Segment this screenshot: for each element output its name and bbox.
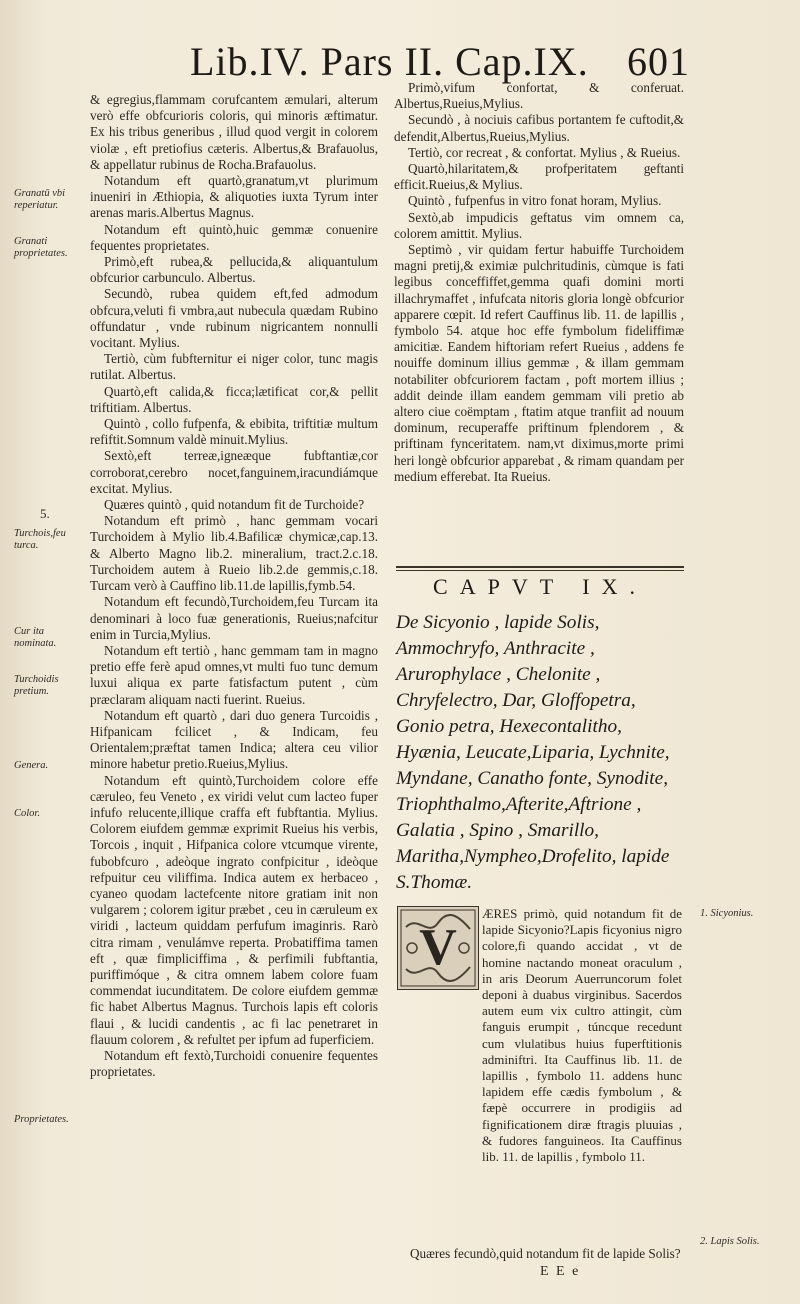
margin-note: Genera. (14, 760, 49, 771)
margin-note: Proprietates. (14, 1114, 69, 1125)
paragraph: & egregius,flammam corufcantem æmulari, alterum verò effe obfcurioris coloris, qui minoris æftimatur. Ex his tribus generibus , illud quod vergit in colorem violæ , eft pretiofius cæteris. Albertus,& Brafauolus, & appellatur rubinus de Rocha.Brafauolus. (90, 92, 378, 172)
paragraph: Sextò,ab impudicis geftatus vim omnem ca, colorem amittit. Mylius. (394, 209, 684, 241)
paragraph: Primò,vifum confortat, & conferuat. Albertus,Rueius,Mylius. (394, 80, 684, 112)
paragraph: Quintò , collo fufpenfa, & ebibita, triftitiæ multum refiftit.Somnum valdè minuit.Mylius. (90, 416, 378, 448)
margin-note: Color. (14, 808, 40, 819)
margin-note: Granatū vbi reperiatur. (14, 188, 66, 211)
paragraph: Quæres quintò , quid notandum fit de Turchoide? (104, 497, 365, 513)
paragraph: Notandum eft tertiò , hanc gemmam tam in magno pretio effe ferè apud omnes,vt multi fuo tunc demum luxui aliqua ex parte fatisfactum putent , cùm præclaram aliquam nacti fuerint. Rueius. (90, 642, 378, 707)
paragraph: Tertiò, cùm fubfternitur ei niger color, tunc magis rutilat. Albertus. (90, 351, 378, 383)
paragraph: Notandum eft quartò,granatum,vt plurimum inueniri in Æthiopia, & aliquoties iuxta Tyrum inter arenas maris.Albertus Magnus. (90, 173, 378, 221)
paragraph: Quæres fecundò,quid notandum fit de lapide Solis? (410, 1246, 681, 1261)
paragraph: ÆRES primò, quid notandum fit de lapide Sicyonio?Lapis ficyonius nigro colore,fi quando accidat , vt de homine nactando moneat oraculum , in aris Deorum Auerruncorum folet deponi à duabus virginibus. Sacerdos autem eum vix cultro attingit, cùm fanguis erumpit , túncque recedunt cum vlulatibus huius fuperftitionis adminiftri. Ita Cauffinus lib. 11. de lapillis , fymbolo 11. addens hunc lapidem effe cædis fymbolum , & fæpè occurrere in prodigiis ad fignificationem diræ ftragis pluuias , & fudores fanguineos. Ita Cauffinus lib. 11. de lapillis , fymbolo 11. (482, 906, 682, 1165)
chapter-rule-thin (396, 570, 684, 571)
running-head: Lib.IV. Pars II. Cap.IX. (190, 39, 589, 84)
margin-note: 2. Lapis Solis. (700, 1236, 760, 1247)
chapter-heading: CAPVT IX. (433, 574, 647, 599)
margin-note: Turchoidis pretium. (14, 674, 59, 697)
paragraph: Quintò , fufpenfus in vitro fonat horam, Mylius. (408, 193, 662, 209)
paragraph: Sextò,eft terreæ,igneæque fubftantiæ,cor corroborat,cerebro nocet,fanguinem,iracundiámque excitat. Mylius. (90, 448, 378, 496)
text-beside-cap (482, 906, 682, 1165)
paragraph: Quartò,hilaritatem,& profperitatem geftanti efficit.Rueius,& Mylius. (394, 161, 684, 193)
paragraph: Secundò, rubea quidem eft,fed admodum obfcura,veluti fi vmbra,aut nubecula quædam Rubino offundatur , vnde rubinum nigricantem nonnulli vocitant. Mylius. (90, 286, 378, 351)
right-column-upper (394, 80, 684, 485)
last-line (410, 1246, 696, 1262)
signature-mark: E E e (540, 1264, 581, 1279)
left-column (90, 92, 378, 1080)
drop-cap-ornament (397, 906, 479, 990)
paragraph: Quartò,eft calida,& ficca;lætificat cor,& pellit triftitiam. Albertus. (90, 383, 378, 415)
paragraph: Secundò , à nociuis cafibus portantem fe cuftodit,& defendit,Albertus,Rueius,Mylius. (394, 112, 684, 144)
paragraph: Notandum eft fecundò,Turchoidem,feu Turcam ita denominari à loco fuæ generationis, Rueius;nafcitur enim in Turcia,Mylius. (90, 594, 378, 642)
paragraph: Notandum eft quintò,huic gemmæ conuenire fequentes proprietates. (90, 221, 378, 253)
page-number: 601 (627, 39, 690, 84)
paragraph: Tertiò, cor recreat , & confortat. Mylius , & Rueius. (408, 144, 681, 160)
margin-note: 1. Sicyonius. (700, 908, 754, 919)
chapter-rule-thick (396, 566, 684, 568)
drop-cap-letter: V (419, 919, 457, 976)
margin-note: Cur ita nominata. (14, 626, 57, 649)
paragraph: Primò,eft rubea,& pellucida,& aliquantulum obfcurior carbunculo. Albertus. (90, 254, 378, 286)
paragraph: Notandum eft primò , hanc gemmam vocari Turchoidem à Mylio lib.4.Bafilicæ chymicæ,cap.13. & Alberto Magno lib.2. mineralium, tract.2.c.18. Turchoidem autem à Rueio lib.2.de gemmis,c.18. Turcam verò à Cauffino lib.11.de lapillis,fymb.54. (90, 513, 378, 594)
paragraph: Notandum eft quintò,Turchoidem colore effe cæruleo, feu Veneto , ex viridi velut cum lacteo fuper infufo relucente,illique craffa eft fubftantia. Mylius. Colorem eiufdem gemmæ exprimit Rueius his verbis, Torcois , inquit , Hifpanica colore vtcumque virente, fubobfcuro , adeòque ingrato confpicitur , ideòque refpuitur ceu viliffima. Indica autem ex herbaceo , cyaneo quodam lactefcente nitore gratiam init non vulgarem ; colorem igitur præbet , ceu in cæruleum ex viridi , lacteum quiddam perfufum imaginris. Rarò citra rimam , venulámve reperta. Probatiffima tamen eft , quæ fimpliciffima , & perfimili fubftantia, puriffimóque , & citra omnem labem colore fuam commendat iucunditatem. De colore eiufdem gemmæ fic habet Albertus Magnus. Turchois lapis eft coloris flaui , & lucidi candentis , ac fi lac penetraret in flauum colorem , & refultet per ipfum ad fuperficiem. (90, 772, 378, 1047)
paragraph: Notandum eft fextò,Turchoidi conuenire fequentes proprietates. (90, 1047, 378, 1080)
chapter-subject: De Sicyonio , lapide Solis, Ammochryfo, Anthracite , Arurophylace , Chelonite , Chryfelectro, Dar, Gloffopetra, Gonio petra, Hexecontalitho, Hyænia, Leucate,Liparia, Lychnite, Myndane, Canatho fonte, Synodite, Triophthalmo,Afterite,Aftrione , Galatia , Spino , Smarillo, Maritha,Nympheo,Drofelito, lapide S.Thomæ. (396, 612, 670, 893)
margin-note: 5. (40, 506, 50, 521)
paragraph: Septimò , vir quidam fertur habuiffe Turchoidem magni pretij,& eximiæ pulchritudinis, cùmque is fati legibus conceffiffet,gemma quafi domini morti illachrymaffet , infufcata nitoris gloria longè obfcurior apparere cœpit. Id refert Cauffinus lib. 11. de lapillis , fymbolo 54. atque hoc effe fymbolum fideliffimæ amicitiæ. Eandem hiftoriam refert Rueius , addens fe nouiffe dominum illius gemmæ , & illam gemmam notabiliter obfcuriorem factam , poft mortem illius ; addit deinde illam eandem gemmam vili pretio ab altero ciue coëmptam , ftatim atque tranfiit ad nouum dominum, recuperaffe priftinum fplendorem , & priftinam fynceritatem. nam,vt diximus,morte primi heri longè obfcurior apparebat , & rimam quandam per medium efferebat. Ita Rueius. (394, 242, 684, 484)
paragraph: Notandum eft quartò , dari duo genera Turcoidis , Hifpanicam fcilicet , & Indicam, feu Orientalem;præftat tamen Indica; altera ceu vilior minore habetur pretio.Rueius,Mylius. (90, 707, 378, 772)
margin-note: Turchois,feu turca. (14, 528, 66, 551)
margin-note: Granati proprietates. (14, 236, 68, 259)
